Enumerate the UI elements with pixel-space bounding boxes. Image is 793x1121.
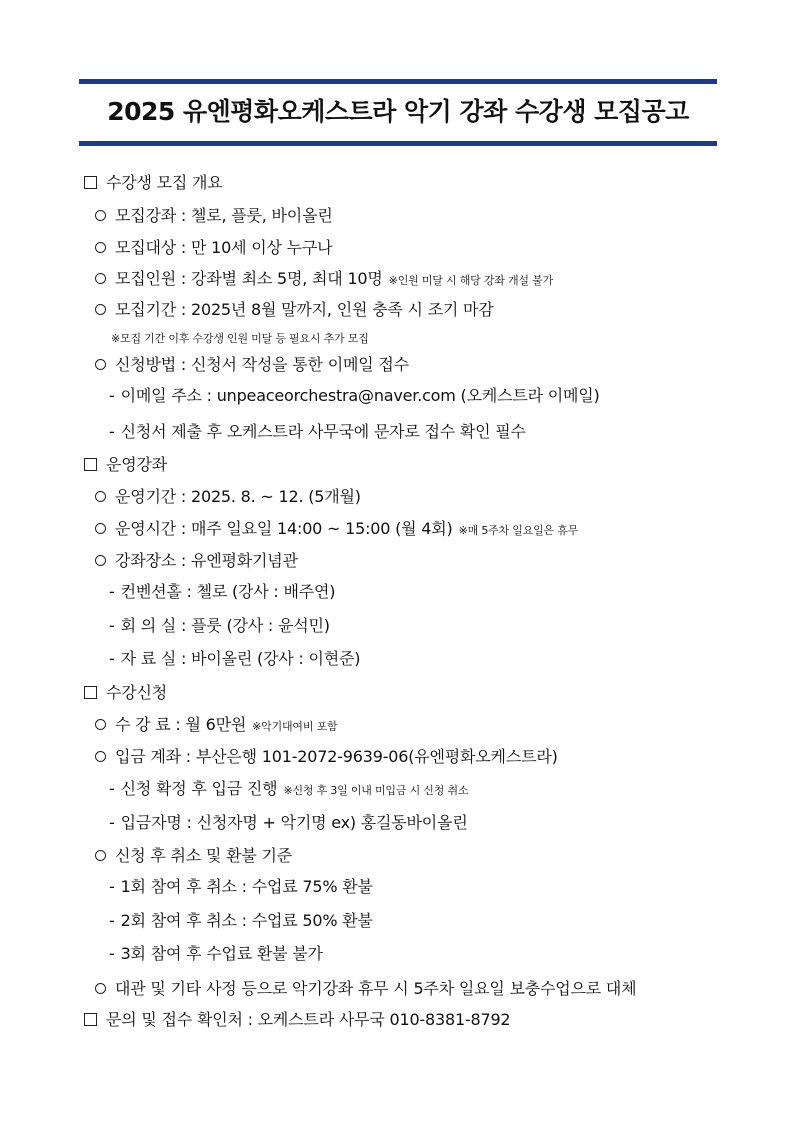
circle-bullet-icon [95,719,106,730]
item-account: 입금 계좌 : 부산은행 101-2072-9639-06(유엔평화오케스트라) [95,746,558,768]
item-refund-3: - 3회 참여 후 수업료 환불 불가 [109,944,323,963]
item-method: 신청방법 : 신청서 작성을 통한 이메일 접수 [95,354,409,376]
item-period: 모집기간 : 2025년 8월 말까지, 인원 충족 시 조기 마감 [95,299,494,321]
square-bullet-icon [84,1013,97,1026]
dash-bullet: - [109,911,115,930]
item-target: 모집대상 : 만 10세 이상 누구나 [95,237,332,259]
item-operation-time: 운영시간 : 매주 일요일 14:00 ~ 15:00 (월 4회) ※매 5주차 일요일은 휴무 [95,518,578,540]
item-operation-period: 운영기간 : 2025. 8. ~ 12. (5개월) [95,486,361,508]
section-heading-overview: 수강생 모집 개요 [84,172,223,194]
item-refund-1: - 1회 참여 후 취소 : 수업료 75% 환불 [109,877,373,896]
circle-bullet-icon [95,242,106,253]
dash-bullet: - [109,813,115,832]
period-note: ※모집 기간 이후 수강생 인원 미달 등 필요시 추가 모집 [111,332,369,345]
operation-time-note: ※매 5주차 일요일은 휴무 [458,524,579,537]
item-venue-meeting: - 회 의 실 : 플룻 (강사 : 윤석민) [109,616,330,635]
square-bullet-icon [84,686,97,699]
dash-bullet: - [109,422,115,441]
dash-bullet: - [109,877,115,896]
circle-bullet-icon [95,751,106,762]
item-refund-policy: 신청 후 취소 및 환불 기준 [95,845,292,867]
page-title: 2025 유엔평화오케스트라 악기 강좌 수강생 모집공고 [107,97,689,126]
circle-bullet-icon [95,491,106,502]
item-refund-2: - 2회 참여 후 취소 : 수업료 50% 환불 [109,911,373,930]
circle-bullet-icon [95,210,106,221]
square-bullet-icon [84,176,97,189]
dash-bullet: - [109,616,115,635]
item-depositor-name: - 입금자명 : 신청자명 + 악기명 ex) 홍길동바이올린 [109,813,468,832]
dash-bullet: - [109,779,115,798]
circle-bullet-icon [95,555,106,566]
payment-note: ※신청 후 3일 이내 미입금 시 신청 취소 [283,784,469,797]
title-bottom-rule [79,141,717,146]
square-bullet-icon [84,458,97,471]
dash-bullet: - [109,386,115,405]
title-top-rule [79,79,717,84]
item-confirm: - 신청서 제출 후 오케스트라 사무국에 문자로 접수 확인 필수 [109,422,526,441]
circle-bullet-icon [95,983,106,994]
section-heading-contact: 문의 및 접수 확인처 : 오케스트라 사무국 010-8381-8792 [84,1009,510,1031]
item-venue: 강좌장소 : 유엔평화기념관 [95,550,298,572]
item-venue-archive: - 자 료 실 : 바이올린 (강사 : 이현준) [109,649,361,668]
circle-bullet-icon [95,523,106,534]
item-venue-convention: - 컨벤션홀 : 첼로 (강사 : 배주연) [109,582,336,601]
fee-note: ※악기대여비 포함 [252,720,338,733]
item-email: - 이메일 주소 : unpeaceorchestra@naver.com (오케스트라 이메일) [109,386,600,405]
circle-bullet-icon [95,850,106,861]
circle-bullet-icon [95,359,106,370]
item-payment: - 신청 확정 후 입금 진행 ※신청 후 3일 이내 미입금 시 신청 취소 [109,779,469,798]
circle-bullet-icon [95,273,106,284]
item-makeup-class: 대관 및 기타 사정 등으로 악기강좌 휴무 시 5주차 일요일 보충수업으로 대체 [95,978,636,1000]
item-capacity: 모집인원 : 강좌별 최소 5명, 최대 10명 ※인원 미달 시 해당 강좌 개설 불가 [95,268,553,290]
dash-bullet: - [109,944,115,963]
dash-bullet: - [109,649,115,668]
item-course: 모집강좌 : 첼로, 플룻, 바이올린 [95,205,333,227]
dash-bullet: - [109,582,115,601]
section-heading-registration: 수강신청 [84,682,167,704]
circle-bullet-icon [95,304,106,315]
item-fee: 수 강 료 : 월 6만원 ※악기대여비 포함 [95,714,337,736]
capacity-note: ※인원 미달 시 해당 강좌 개설 불가 [388,274,554,287]
section-heading-operation: 운영강좌 [84,454,167,476]
